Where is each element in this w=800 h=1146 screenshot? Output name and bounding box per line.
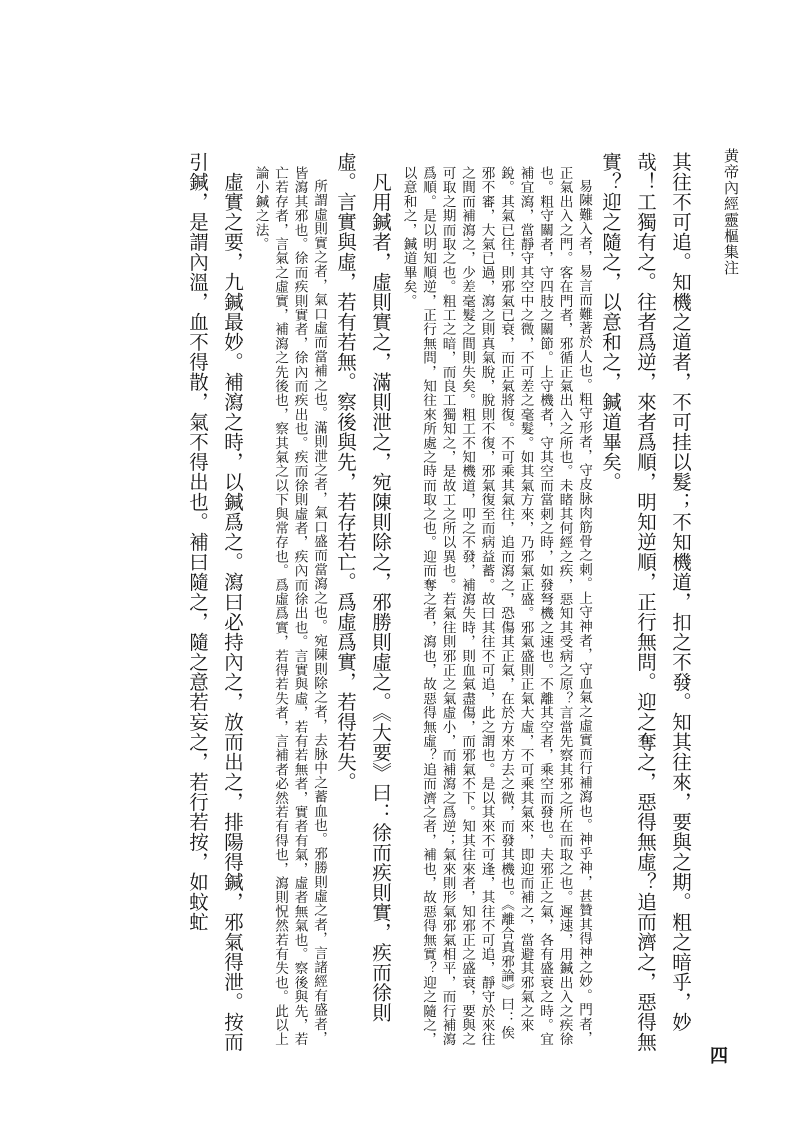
main-text-passage-3: 虛實之要，九鍼最妙。補瀉之時，以鍼爲之。瀉曰必持內之，放而出之，排陽得鍼，邪氣得泄。按而引鍼，是謂內溫，血不得散，氣不得出也。補曰隨之，隨之意若妄之，若行若按，如蚊虻 <box>186 152 244 1052</box>
commentary-note-1: 易陳難入者，易言而難著於人也。粗守形者，守皮脉肉筋骨之刺。上守神者，守血氣之虛實而行補瀉也。神乎神，甚贊其得神之妙。門者，正氣出入之門。客在門者，邪循正氣出入之所也。未睹其何經之疾，惡知其受病之原？言當先察其邪之所在而取之也。遲速，用鍼出入之疾徐也。粗守關者，守四肢之關節。上守機者，守其空而當刺之時，如發弩機之速也。不離其空者，乘空而發也。夫邪正之氣，各有盛衰之時。宜補宜瀉，當靜守其空中之微，不可差之毫髮。如其氣方來，乃邪氣正盛。邪氣盛則正氣大虛，不可乘其氣來，即迎而補之，當避其邪氣之來銳。其氣已往，則邪氣已衰，而正氣將復。不可乘其氣往，追而瀉之，恐傷其正氣，在於方來方去之微，而發其機也。《離合真邪論》曰：俟邪不審，大氣已過，瀉之則真氣脫，脫則不復，邪氣復至而病益蓄。故曰其往不可追，此之謂也。是以其來不可逢，其往不可追，靜守於來往之間而補瀉之，少差毫髮之間則失矣。粗工不知機道，叩之不發，補瀉失時，則血氣盡傷，而邪氣不下。知其往來者，知邪正之盛衰，要與之可取之期而取之也。粗工之暗，而良工獨知之，是故工之所以異也。若氣往則邪正之氣虛小，而補瀉之爲逆；氣來則形氣邪氣相平，而行補瀉爲順。是以明知順逆，正行無問，知往來所處之時而取之也。迎而奪之者，瀉也，故惡得無虛？追而濟之者，補也，故惡得無實？迎之隨之，以意和之，鍼道畢矣。 <box>400 166 592 1047</box>
classical-text-body <box>83 152 698 1052</box>
main-text-passage-1: 其往不可追。知機之道者，不可挂以髮；不知機道，扣之不發。知其往來，要與之期。粗之暗乎，妙哉！工獨有之。往者爲逆，來者爲順，明知逆順，正行無問。迎之奪之，惡得無虛？追而濟之，惡得無實？迎之隨之，以意和之，鍼道畢矣。 <box>599 152 692 1052</box>
running-title: 黄帝內經靈樞集注 <box>722 148 740 276</box>
commentary-note-2: 所謂虛則實之者，氣口虛而當補之也。滿則泄之者，氣口盛而當瀉之也。宛陳則除之者，去脉中之蓄血也。邪勝則虛之者，言諸經有盛者，皆瀉其邪也。徐而疾則實者，徐內而疾出也。疾而徐則虛者，疾內而徐出也。言實與虛，若有若無者，實者有氣，虛者無氣也。察後與先，若亡若存者，言氣之虛實，補瀉之先後也，察其氣之以下與常存也。爲虛爲實，若得若失者，言補者必然若有得也，瀉則怳然若有失也。此以上論小鍼之法。 <box>252 166 327 1047</box>
page-number: 四 <box>707 1046 728 1064</box>
main-text-passage-2: 凡用鍼者，虛則實之，滿則泄之，宛陳則除之，邪勝則虛之。《大要》曰：徐而疾則實，疾而徐則虛。言實與虛，若有若無。察後與先，若存若亡。爲虛爲實，若得若失。 <box>334 152 392 1022</box>
